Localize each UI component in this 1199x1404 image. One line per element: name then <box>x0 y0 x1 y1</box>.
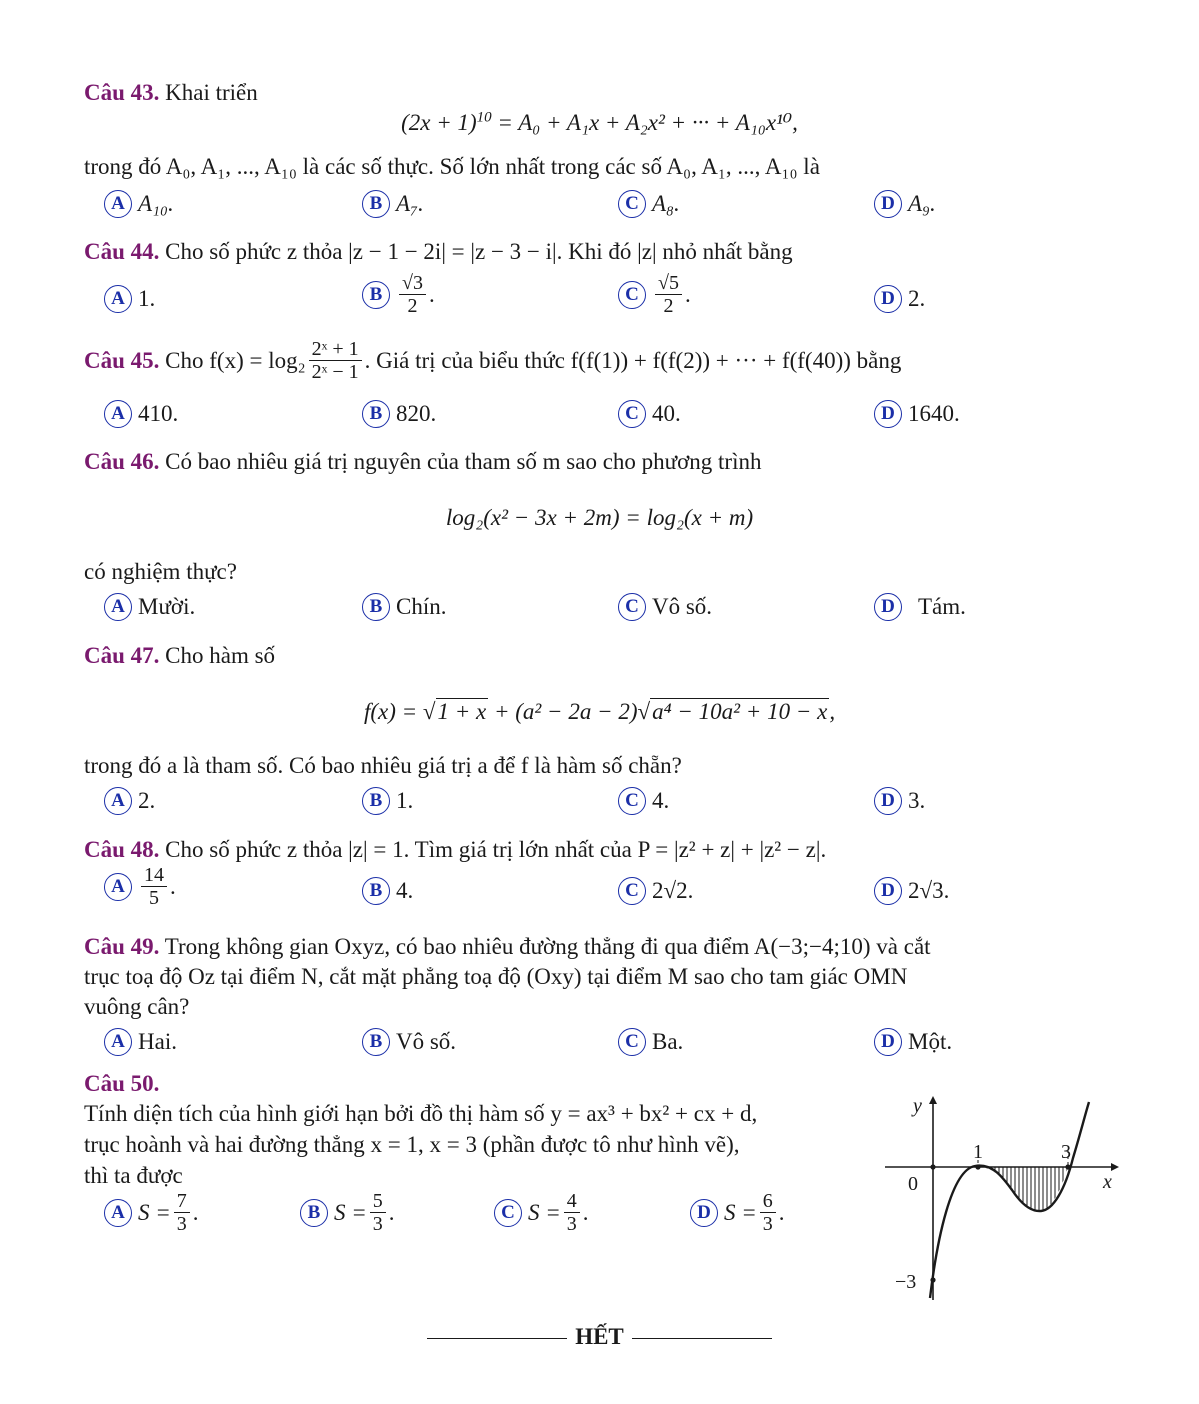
q43-label: Câu 43. <box>84 80 160 105</box>
fraction-denominator: 2 <box>663 295 674 317</box>
q47-formula-a: f(x) = <box>363 699 418 724</box>
fraction <box>564 1190 580 1235</box>
s-prefix: S = <box>528 1199 561 1225</box>
footer-rule-left <box>427 1338 567 1339</box>
q50-option-b[interactable]: B S = $\frac{5}{3}$ . <box>300 1190 395 1235</box>
option-letter: C <box>618 787 646 815</box>
q43-intro: Khai triển <box>165 80 258 105</box>
q44-option-a[interactable] <box>104 285 155 313</box>
option-text: 1. <box>396 788 414 813</box>
q43-option-d[interactable] <box>874 190 936 218</box>
fraction-numerator: 2ˣ + 1 <box>309 338 362 361</box>
graph-tick-neg3: −3 <box>895 1271 917 1293</box>
fraction <box>760 1190 776 1235</box>
q47-stem: trong đó a là tham số. Có bao nhiêu giá trị a để f là hàm số chẵn? <box>84 753 682 778</box>
point-origin <box>930 1164 935 1169</box>
graph-x-label: x <box>1103 1171 1112 1193</box>
q43-option-c[interactable] <box>618 190 680 218</box>
option-letter: B <box>362 281 390 309</box>
q45-fraction <box>309 338 362 383</box>
q48-option-a[interactable]: A $\frac{14}{5}$ . <box>104 864 176 909</box>
q47-option-b[interactable] <box>362 787 413 815</box>
q45-stem-prefix: Cho f(x) = log₂ <box>165 347 306 373</box>
s-prefix: S = <box>138 1199 171 1225</box>
option-letter: C <box>618 593 646 621</box>
end-text: HẾT <box>575 1324 624 1349</box>
option-text: 2. <box>138 788 156 813</box>
fraction <box>370 1190 386 1235</box>
option-letter: B <box>362 593 390 621</box>
q44-header <box>84 237 793 267</box>
option-text: 4. <box>652 788 670 813</box>
q46-formula: log₂(x² − 3x + 2m) = log₂(x + m) <box>445 505 754 530</box>
q43-stem: trong đó A₀, A₁, ..., A₁₀ là các số thực. Số lớn nhất trong các số A₀, A₁, ..., A₁₀ là <box>84 154 820 179</box>
option-text: A₈. <box>652 191 680 216</box>
fraction-denominator: 2ˣ − 1 <box>311 361 359 383</box>
fraction <box>655 272 682 317</box>
option-text: 3. <box>908 788 926 813</box>
fraction-numerator: √3 <box>399 272 426 295</box>
graph-tick-1: 1 <box>973 1141 983 1163</box>
q45-option-c[interactable] <box>618 400 681 428</box>
fraction <box>141 864 167 909</box>
fraction-numerator: √5 <box>655 272 682 295</box>
q48-stem: Cho số phức z thỏa |z| = 1. Tìm giá trị lớn nhất của P = |z² + z| + |z² − z|. <box>165 837 827 862</box>
q48-option-b[interactable] <box>362 877 413 905</box>
option-letter: A <box>104 787 132 815</box>
q46-label: Câu 46. <box>84 449 160 474</box>
q50-option-d[interactable]: D S = $\frac{6}{3}$ . <box>690 1190 785 1235</box>
option-letter: C <box>618 281 646 309</box>
q44-option-c[interactable]: C $\frac{√5}{2}$ . <box>618 272 691 317</box>
fraction-numerator: 5 <box>370 1190 386 1213</box>
q45-stem-suffix: . Giá trị của biểu thức f(f(1)) + f(f(2)) + ··· + f(f(40)) bằng <box>364 347 902 373</box>
graph-y-label: y <box>913 1095 922 1117</box>
q49-option-a[interactable] <box>104 1028 177 1056</box>
option-letter: A <box>104 285 132 313</box>
q46-tail: có nghiệm thực? <box>84 559 237 584</box>
fraction <box>174 1190 190 1235</box>
fraction-denominator: 3 <box>762 1213 773 1235</box>
option-letter: C <box>618 1028 646 1056</box>
q48-option-d[interactable] <box>874 877 949 905</box>
q50-option-a[interactable]: A S = $\frac{7}{3}$ . <box>104 1190 199 1235</box>
option-text: Vô số. <box>396 1029 457 1054</box>
q46-header <box>84 447 761 477</box>
option-text: A₁₀. <box>138 191 174 216</box>
q46-option-d[interactable] <box>874 593 966 621</box>
x-axis-arrow <box>1111 1163 1119 1171</box>
q49-option-b[interactable] <box>362 1028 456 1056</box>
q47-intro: Cho hàm số <box>165 643 276 668</box>
option-letter: A <box>104 1199 132 1227</box>
q43-option-b[interactable] <box>362 190 424 218</box>
option-letter: D <box>874 1028 902 1056</box>
q49-line1-text: Trong không gian Oxyz, có bao nhiêu đường thẳng đi qua điểm A(−3;−4;10) và cắt <box>164 934 931 959</box>
option-text: A₇. <box>396 191 424 216</box>
q43-formula-prefix: (2x + 1) <box>401 110 477 135</box>
q46-option-b[interactable] <box>362 593 446 621</box>
q47-header <box>84 641 275 671</box>
fraction-denominator: 3 <box>566 1213 577 1235</box>
q47-formula-end: , <box>829 699 836 724</box>
q43-formula-exp: 10 <box>476 109 492 126</box>
cubic-curve <box>930 1102 1089 1298</box>
q50-line3: thì ta được <box>84 1163 183 1188</box>
q49-option-c[interactable] <box>618 1028 683 1056</box>
q44-option-b[interactable]: B $\frac{√3}{2}$ . <box>362 272 435 317</box>
option-letter: A <box>104 593 132 621</box>
q46-stem: Có bao nhiêu giá trị nguyên của tham số m sao cho phương trình <box>165 449 762 474</box>
q45-option-b[interactable] <box>362 400 436 428</box>
s-prefix: S = <box>724 1199 757 1225</box>
option-letter: A <box>104 1028 132 1056</box>
option-letter: B <box>362 400 390 428</box>
point-x3 <box>1065 1164 1070 1169</box>
shaded-region <box>979 1167 1067 1220</box>
option-text: A₉. <box>908 191 936 216</box>
option-text: 4. <box>396 878 414 903</box>
option-letter: D <box>874 877 902 905</box>
option-letter: D <box>874 285 902 313</box>
option-text: 410. <box>138 401 179 426</box>
q43-formula-rest: = A₀ + A₁x + A₂x² + ··· + A₁₀x¹⁰, <box>497 110 798 135</box>
option-text: 2√2. <box>652 878 694 903</box>
q44-option-d[interactable] <box>874 285 925 313</box>
q47-option-a[interactable] <box>104 787 155 815</box>
q49-line2: trục toạ độ Oz tại điểm N, cắt mặt phẳng toạ độ (Oxy) tại điểm M sao cho tam giác OMN <box>84 964 908 989</box>
graph-origin-label: 0 <box>908 1173 918 1195</box>
q45-option-a[interactable] <box>104 400 178 428</box>
s-prefix: S = <box>334 1199 367 1225</box>
option-letter: D <box>874 593 902 621</box>
sqrt-term: a⁴ − 10a² + 10 − x <box>652 699 828 724</box>
q43-header <box>84 78 258 108</box>
option-text: 2. <box>908 286 926 311</box>
q45-label: Câu 45. <box>84 347 160 373</box>
q43-formula <box>0 108 1199 138</box>
option-text: 820. <box>396 401 437 426</box>
q44-stem: Cho số phức z thỏa |z − 1 − 2i| = |z − 3 − i|. Khi đó |z| nhỏ nhất bằng <box>165 239 793 264</box>
q48-label: Câu 48. <box>84 837 160 862</box>
q47-option-c[interactable] <box>618 787 669 815</box>
q47-label: Câu 47. <box>84 643 160 668</box>
option-text: Hai. <box>138 1029 177 1054</box>
option-letter: D <box>874 190 902 218</box>
option-letter: A <box>104 190 132 218</box>
q50-line2: trục hoành và hai đường thẳng x = 1, x = 3 (phần được tô như hình vẽ), <box>84 1132 740 1157</box>
y-axis-arrow <box>929 1096 937 1104</box>
option-text: Tám. <box>918 594 966 619</box>
fraction-denominator: 2 <box>407 295 418 317</box>
q43-option-a[interactable] <box>104 190 174 218</box>
q50-label: Câu 50. <box>84 1071 160 1096</box>
option-text: 40. <box>652 401 681 426</box>
option-letter: C <box>618 190 646 218</box>
q47-formula-mid: + (a² − 2a − 2) <box>493 699 638 724</box>
graph-tick-3: 3 <box>1061 1141 1071 1163</box>
q45-header <box>84 338 901 383</box>
q48-header <box>84 835 826 865</box>
q50-option-c[interactable]: C S = $\frac{4}{3}$ . <box>494 1190 589 1235</box>
option-letter: B <box>300 1199 328 1227</box>
sqrt-term: 1 + x <box>437 699 487 724</box>
q50-graph <box>875 1090 1120 1305</box>
q46-option-c[interactable] <box>618 593 712 621</box>
option-letter: B <box>362 1028 390 1056</box>
option-letter: C <box>618 400 646 428</box>
option-text: Vô số. <box>652 594 713 619</box>
option-text: 2√3. <box>908 878 950 903</box>
option-text: Chín. <box>396 594 447 619</box>
option-letter: A <box>104 400 132 428</box>
option-text: Mười. <box>138 594 196 619</box>
q46-option-a[interactable] <box>104 593 195 621</box>
option-letter: B <box>362 190 390 218</box>
fraction-denominator: 5 <box>149 887 159 909</box>
option-letter: D <box>874 400 902 428</box>
q49-line1 <box>84 932 931 962</box>
q49-label: Câu 49. <box>84 934 160 959</box>
option-text: 1. <box>138 286 156 311</box>
q49-option-d[interactable] <box>874 1028 952 1056</box>
q45-option-d[interactable] <box>874 400 960 428</box>
option-letter: B <box>362 877 390 905</box>
q48-option-c[interactable] <box>618 877 693 905</box>
q44-label: Câu 44. <box>84 239 160 264</box>
fraction-numerator: 7 <box>174 1190 190 1213</box>
fraction-numerator: 6 <box>760 1190 776 1213</box>
q49-line3: vuông cân? <box>84 994 190 1019</box>
option-letter: C <box>494 1199 522 1227</box>
option-letter: D <box>874 787 902 815</box>
q47-option-d[interactable] <box>874 787 925 815</box>
option-letter: B <box>362 787 390 815</box>
option-text: Một. <box>908 1029 953 1054</box>
fraction-denominator: 3 <box>372 1213 383 1235</box>
fraction <box>399 272 426 317</box>
fraction-numerator: 14 <box>141 864 167 887</box>
footer <box>0 1322 1199 1352</box>
option-letter: A <box>104 873 132 901</box>
q50-line1: Tính diện tích của hình giới hạn bởi đồ thị hàm số y = ax³ + bx² + cx + d, <box>84 1101 758 1126</box>
option-letter: C <box>618 877 646 905</box>
option-text: 1640. <box>908 401 960 426</box>
point-neg3 <box>930 1277 935 1282</box>
option-text: Ba. <box>652 1029 684 1054</box>
option-letter: D <box>690 1199 718 1227</box>
fraction-denominator: 3 <box>176 1213 187 1235</box>
point-x1 <box>975 1164 980 1169</box>
fraction-numerator: 4 <box>564 1190 580 1213</box>
footer-rule-right <box>632 1338 772 1339</box>
q47-formula: f(x) = √1 + x + (a² − 2a − 2)√a⁴ − 10a² + 10 − x, <box>363 699 836 724</box>
